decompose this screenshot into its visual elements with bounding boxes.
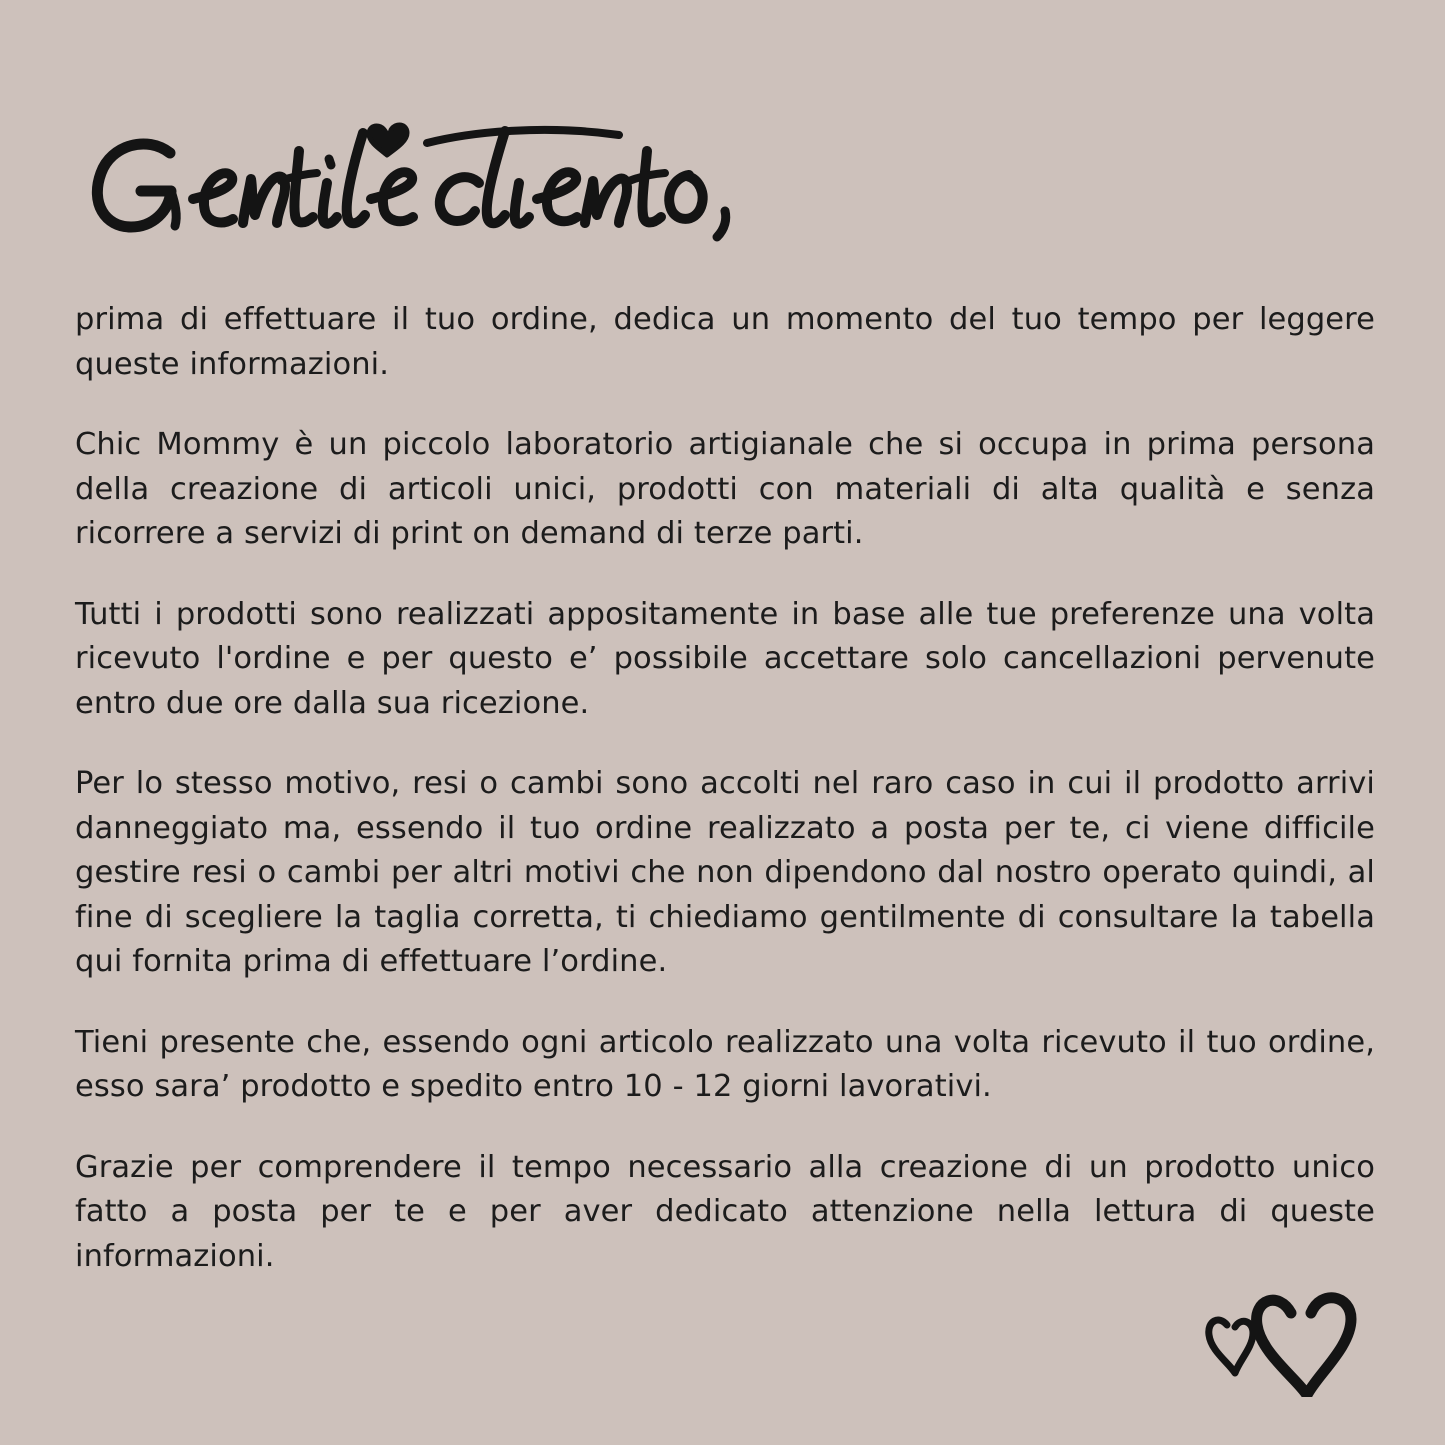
paragraph-thanks: Grazie per comprendere il tempo necessario alla creazione di un prodotto unico fatto a posta per te e per aver dedicato attenzione nella lettura di queste informazioni. — [75, 1149, 1375, 1274]
paragraph-cancellations: Tutti i prodotti sono realizzati appositamente in base alle tue preferenze una volta ricevuto l'ordine e per questo e’ possibile accettare solo cancellazioni pervenute entro due ore dalla sua ricezione. — [75, 596, 1375, 721]
heading-script-lettering — [75, 95, 775, 260]
paragraph-about: Chic Mommy è un piccolo laboratorio artigianale che si occupa in prima persona della creazione di articoli unici, prodotti con materiali di alta qualità e senza ricorrere a servizi di print on demand di terze parti. — [75, 427, 1375, 552]
paragraph-returns: Per lo stesso motivo, resi o cambi sono accolti nel raro caso in cui il prodotto arrivi danneggiato ma, essendo il tuo ordine realizzato a posta per te, ci viene difficile gestire resi o cambi per altri motivi che non dipendono dal nostro operato quindi, al fine di scegliere la taglia corretta, ti chiediamo gentilmente di consultare la tabella qui fornita prima di effettuare l’ordine. — [75, 766, 1375, 980]
paragraph-shipping: Tieni presente che, essendo ogni articolo realizzato una volta ricevuto il tuo ordine, esso sara’ prodotto e spedito entro 10 - 12 giorni lavorativi. — [75, 1024, 1375, 1105]
double-heart-icon — [1205, 1277, 1375, 1397]
paragraph-intro: prima di effettuare il tuo ordine, dedica un momento del tuo tempo per leggere queste informazioni. — [75, 302, 1375, 382]
page-title — [75, 95, 775, 260]
body-text — [75, 298, 1375, 1279]
